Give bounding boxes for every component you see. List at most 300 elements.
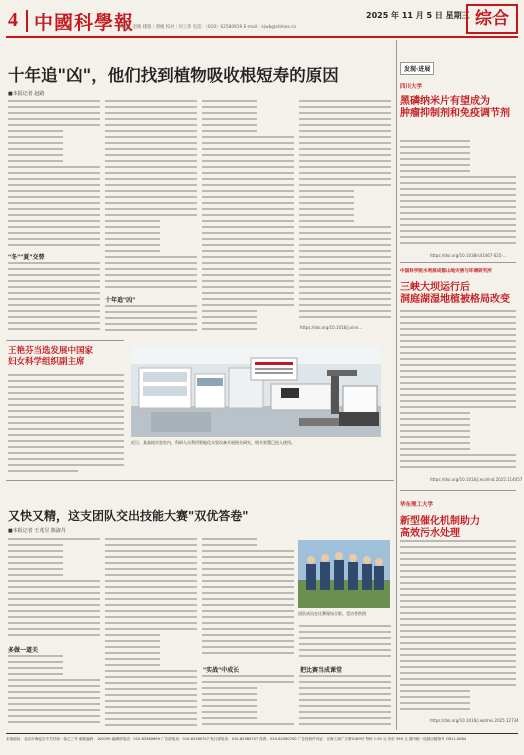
text-line	[400, 346, 516, 348]
text-line	[105, 106, 197, 108]
text-line	[8, 124, 100, 126]
text-line	[8, 154, 63, 156]
text-line	[105, 574, 197, 576]
text-line	[105, 556, 197, 558]
text-line	[105, 538, 197, 540]
text-line	[299, 256, 391, 258]
text-line	[400, 340, 516, 342]
text-line	[202, 130, 257, 132]
text-line	[8, 464, 124, 466]
text-line	[8, 298, 100, 300]
text-line	[202, 226, 294, 228]
text-line	[8, 598, 100, 600]
text-line	[202, 616, 294, 618]
text-line	[8, 580, 100, 582]
text-line	[105, 118, 197, 120]
text-line	[8, 262, 100, 264]
text-line	[202, 172, 294, 174]
text-line	[400, 702, 470, 704]
main-byline: ■本报记者 赵路	[8, 91, 45, 97]
text-line	[105, 226, 160, 228]
text-line	[202, 316, 257, 318]
text-line	[299, 705, 391, 707]
text-line	[299, 292, 391, 294]
divider	[6, 480, 394, 481]
text-line	[400, 612, 516, 614]
text-line	[202, 562, 294, 564]
sidebar-item	[400, 268, 516, 306]
text-line	[105, 166, 197, 168]
text-line	[400, 224, 516, 226]
text-line	[400, 546, 516, 548]
text-line	[8, 661, 63, 663]
sidebar-title-line: 高效污水处理	[400, 528, 460, 539]
text-line	[299, 160, 391, 162]
text-line	[400, 170, 470, 172]
text-line	[105, 232, 160, 234]
text-line	[202, 238, 294, 240]
sidebar-doi: https://doi.org/10.1038/s41467-025-...	[430, 253, 507, 258]
text-line	[105, 311, 197, 313]
text-line	[400, 708, 470, 710]
women-headline-line: 王艳芬当选发展中国家	[8, 346, 94, 356]
text-line	[400, 418, 470, 420]
text-line	[105, 706, 197, 708]
text-line	[202, 220, 294, 222]
text-line	[105, 634, 160, 636]
text-line	[8, 316, 100, 318]
text-line	[202, 586, 294, 588]
text-line	[8, 634, 100, 636]
skills-byline: ■本报记者 王兆昱 陈淑丹	[8, 528, 66, 534]
text-line	[105, 592, 197, 594]
text-line	[8, 214, 100, 216]
text-line	[400, 242, 516, 244]
text-line	[400, 370, 516, 372]
text-line	[105, 628, 197, 630]
text-line	[8, 304, 100, 306]
text-line	[105, 568, 197, 570]
text-line	[202, 580, 294, 582]
photo-caption: 近日，某高校实验室内，科研人员利用智能化实验设备开展相关研究，相关装置已投入使用。	[131, 440, 295, 445]
text-line	[8, 574, 63, 576]
text-line	[105, 268, 197, 270]
text-line	[400, 358, 516, 360]
text-line	[8, 562, 63, 564]
text-line	[299, 232, 391, 234]
issue-date: 2025 年 11 月 5 日 星期三	[366, 11, 470, 20]
main-subhead: 十年追"凶"	[105, 297, 136, 304]
text-line	[400, 430, 470, 432]
text-line	[105, 280, 197, 282]
text-line	[299, 148, 391, 150]
text-line	[400, 666, 516, 668]
text-line	[400, 660, 516, 662]
text-line	[202, 256, 294, 258]
text-line	[8, 604, 100, 606]
text-line	[105, 562, 197, 564]
text-line	[8, 226, 100, 228]
text-line	[105, 718, 197, 720]
text-line	[8, 544, 63, 546]
text-line	[400, 564, 516, 566]
text-line	[8, 470, 78, 472]
text-line	[8, 404, 124, 406]
text-line	[299, 699, 391, 701]
skills-subhead: 多做一道关	[8, 647, 39, 654]
text-line	[8, 244, 100, 246]
text-line	[299, 711, 391, 713]
text-line	[105, 184, 197, 186]
text-line	[299, 124, 391, 126]
footer-rule	[6, 733, 518, 734]
text-line	[400, 654, 516, 656]
text-line	[202, 298, 294, 300]
masthead: 中國科學報	[34, 12, 135, 34]
text-line	[202, 184, 294, 186]
text-line	[105, 305, 197, 307]
text-line	[8, 136, 63, 138]
text-line	[400, 164, 470, 166]
text-line	[105, 112, 197, 114]
main-headline: 十年追"凶"，他们找到植物吸收根短寿的原因	[8, 66, 339, 85]
text-line	[299, 687, 391, 689]
text-line	[105, 136, 197, 138]
sidebar-institution: 中国科学院水利部成都山地灾害与环境研究所	[400, 269, 492, 274]
text-line	[105, 130, 197, 132]
text-line	[202, 304, 294, 306]
text-line	[400, 310, 516, 312]
text-line	[299, 655, 391, 657]
text-line	[299, 310, 391, 312]
text-line	[105, 622, 197, 624]
sidebar-title	[400, 282, 516, 306]
text-line	[202, 574, 294, 576]
text-line	[8, 112, 100, 114]
text-line	[400, 424, 470, 426]
text-line	[202, 687, 257, 689]
text-line	[105, 178, 197, 180]
text-line	[400, 140, 470, 142]
text-line	[299, 717, 391, 719]
text-line	[8, 220, 100, 222]
text-line	[8, 410, 124, 412]
sidebar-item	[400, 500, 516, 540]
text-line	[8, 208, 100, 210]
text-line	[400, 594, 516, 596]
text-line	[299, 637, 391, 639]
text-line	[8, 458, 124, 460]
text-line	[400, 442, 470, 444]
sidebar-divider	[396, 40, 397, 730]
text-line	[299, 214, 354, 216]
text-line	[105, 580, 197, 582]
text-line	[8, 178, 100, 180]
text-line	[400, 636, 516, 638]
header-divider	[26, 10, 28, 32]
text-line	[299, 675, 391, 677]
text-line	[8, 592, 100, 594]
text-line	[299, 190, 354, 192]
text-line	[202, 322, 257, 324]
text-line	[299, 238, 391, 240]
text-line	[8, 160, 63, 162]
text-line	[105, 208, 197, 210]
text-line	[105, 172, 197, 174]
text-line	[299, 220, 354, 222]
text-line	[202, 118, 257, 120]
text-line	[8, 292, 100, 294]
text-line	[105, 586, 197, 588]
text-line	[202, 646, 294, 648]
text-line	[299, 643, 391, 645]
text-line	[8, 280, 100, 282]
text-line	[400, 322, 516, 324]
text-line	[105, 142, 197, 144]
text-line	[202, 634, 294, 636]
text-line	[299, 118, 391, 120]
lab-photo-image	[131, 346, 381, 437]
text-line	[105, 610, 197, 612]
text-line	[400, 570, 516, 572]
text-line	[202, 166, 294, 168]
text-line	[105, 214, 197, 216]
text-line	[299, 268, 391, 270]
text-line	[400, 200, 516, 202]
text-line	[105, 244, 160, 246]
sidebar-item	[400, 82, 516, 120]
text-line	[105, 670, 197, 672]
text-line	[8, 538, 100, 540]
text-line	[400, 406, 516, 408]
text-line	[8, 100, 100, 102]
text-line	[202, 310, 257, 312]
text-line	[400, 206, 516, 208]
main-doi: https://doi.org/10.1016/j.xinn...	[300, 325, 363, 330]
text-line	[299, 154, 391, 156]
text-line	[202, 628, 294, 630]
text-line	[105, 688, 197, 690]
text-line	[8, 166, 100, 168]
skills-subhead: "实战"中成长	[203, 667, 240, 674]
text-line	[105, 238, 160, 240]
text-line	[105, 196, 197, 198]
text-line	[202, 142, 294, 144]
text-line	[400, 606, 516, 608]
text-line	[400, 400, 516, 402]
text-line	[202, 160, 294, 162]
text-line	[299, 280, 391, 282]
text-line	[202, 178, 294, 180]
sidebar-doi: https://doi.org/10.1016/j.ecolind.2025.114057	[430, 477, 523, 482]
text-line	[105, 190, 197, 192]
section-label: 综合	[466, 4, 518, 34]
text-line	[202, 640, 294, 642]
text-line	[105, 329, 197, 331]
text-line	[400, 412, 470, 414]
text-line	[299, 202, 354, 204]
text-line	[202, 592, 294, 594]
sidebar-title-line: 黑磷纳米片有望成为	[400, 96, 490, 107]
text-line	[202, 196, 294, 198]
text-line	[202, 550, 294, 552]
text-line	[400, 558, 516, 560]
text-line	[400, 648, 516, 650]
text-line	[202, 112, 257, 114]
text-line	[202, 280, 294, 282]
sidebar-title	[400, 96, 516, 120]
text-line	[400, 364, 516, 366]
text-line	[8, 142, 63, 144]
text-line	[400, 624, 516, 626]
text-line	[202, 652, 294, 654]
text-line	[105, 256, 197, 258]
text-line	[400, 588, 516, 590]
women-headline-line: 妇女科学组织副主席	[8, 357, 85, 367]
text-line	[299, 250, 391, 252]
text-line	[8, 130, 63, 132]
text-line	[299, 681, 391, 683]
text-line	[400, 394, 516, 396]
text-line	[299, 262, 391, 264]
text-line	[299, 244, 391, 246]
text-line	[400, 176, 516, 178]
skills-subhead: 把比赛当成课堂	[300, 667, 343, 674]
text-line	[202, 124, 257, 126]
text-line	[400, 672, 516, 674]
text-line	[400, 630, 516, 632]
text-line	[400, 334, 516, 336]
skills-headline: 又快又精，这支团队交出技能大赛"双优答卷"	[8, 509, 249, 523]
text-line	[8, 673, 63, 675]
text-line	[8, 328, 100, 330]
text-line	[8, 148, 63, 150]
text-line	[105, 604, 197, 606]
text-line	[400, 316, 516, 318]
text-line	[8, 703, 100, 705]
text-line	[202, 705, 257, 707]
text-line	[105, 658, 160, 660]
text-line	[8, 568, 63, 570]
text-line	[8, 440, 124, 442]
text-line	[202, 148, 294, 150]
main-subhead: "冬""夏"交替	[8, 254, 45, 261]
text-line	[105, 616, 197, 618]
text-line	[105, 598, 197, 600]
text-line	[105, 274, 197, 276]
editor-info: 编辑｜赵路 排版｜郭刚 校对｜何工伟 电话：（010）62580919 E-mail：kjwb@stimes.cn	[120, 25, 297, 30]
text-line	[105, 682, 197, 684]
text-line	[8, 380, 124, 382]
text-line	[8, 667, 63, 669]
text-line	[8, 322, 100, 324]
text-line	[202, 244, 294, 246]
footer-info: 本报地址：北京市海淀区中关村南一条乙三号 邮政编码：100190 编辑部电话：010-62580699 广告部电话：010-62580707 发行部电话：010-62580707 传真：010-62580700 广告经营许可证：京海工商广字第0189号 每份 1.50 元 年价 390 元 国内统一连续出版物号 CN11-0084	[6, 737, 467, 741]
text-line	[8, 428, 124, 430]
text-line	[400, 454, 516, 456]
text-line	[105, 640, 160, 642]
text-line	[299, 178, 391, 180]
text-line	[105, 712, 197, 714]
text-line	[8, 386, 124, 388]
text-line	[400, 146, 470, 148]
text-line	[105, 724, 197, 726]
text-line	[105, 694, 197, 696]
text-line	[8, 268, 100, 270]
text-line	[8, 274, 100, 276]
text-line	[400, 382, 516, 384]
text-line	[400, 642, 516, 644]
text-line	[8, 655, 63, 657]
text-line	[400, 230, 516, 232]
text-line	[400, 684, 516, 686]
text-line	[299, 274, 391, 276]
text-line	[400, 552, 516, 554]
text-line	[400, 448, 470, 450]
text-line	[105, 323, 197, 325]
text-line	[8, 238, 100, 240]
text-line	[202, 604, 294, 606]
text-line	[299, 106, 391, 108]
text-line	[400, 576, 516, 578]
text-line	[8, 586, 100, 588]
divider	[400, 490, 516, 491]
text-line	[8, 622, 100, 624]
text-line	[400, 158, 470, 160]
text-line	[8, 392, 124, 394]
text-line	[299, 304, 391, 306]
text-line	[400, 436, 470, 438]
text-line	[8, 709, 100, 711]
text-line	[202, 208, 294, 210]
text-line	[202, 214, 294, 216]
text-line	[8, 106, 100, 108]
text-line	[299, 723, 391, 725]
sidebar-title-line: 肿瘤抑制剂和免疫调节剂	[400, 108, 510, 119]
sidebar-doi: https://doi.org/10.1016/j.watres.2025.12734	[430, 718, 519, 723]
team-photo-caption: 团队成员在比赛现场合影。受访者供图	[298, 611, 366, 616]
text-line	[202, 232, 294, 234]
text-line	[105, 317, 197, 319]
text-line	[202, 699, 257, 701]
text-line	[202, 610, 294, 612]
text-line	[299, 286, 391, 288]
text-line	[8, 374, 124, 376]
text-line	[400, 388, 516, 390]
text-line	[105, 676, 197, 678]
text-line	[400, 678, 516, 680]
text-line	[8, 685, 100, 687]
text-line	[400, 696, 470, 698]
text-line	[400, 328, 516, 330]
text-line	[105, 286, 197, 288]
text-line	[8, 679, 100, 681]
text-line	[105, 202, 197, 204]
text-line	[8, 232, 100, 234]
text-line	[105, 148, 197, 150]
sidebar-title-line: 新型催化机制助力	[400, 516, 480, 527]
text-line	[8, 628, 100, 630]
text-line	[8, 721, 100, 723]
text-line	[105, 154, 197, 156]
text-line	[105, 646, 160, 648]
text-line	[8, 172, 100, 174]
text-line	[202, 190, 294, 192]
text-line	[8, 691, 100, 693]
text-line	[202, 250, 294, 252]
divider	[400, 262, 516, 263]
text-line	[400, 376, 516, 378]
